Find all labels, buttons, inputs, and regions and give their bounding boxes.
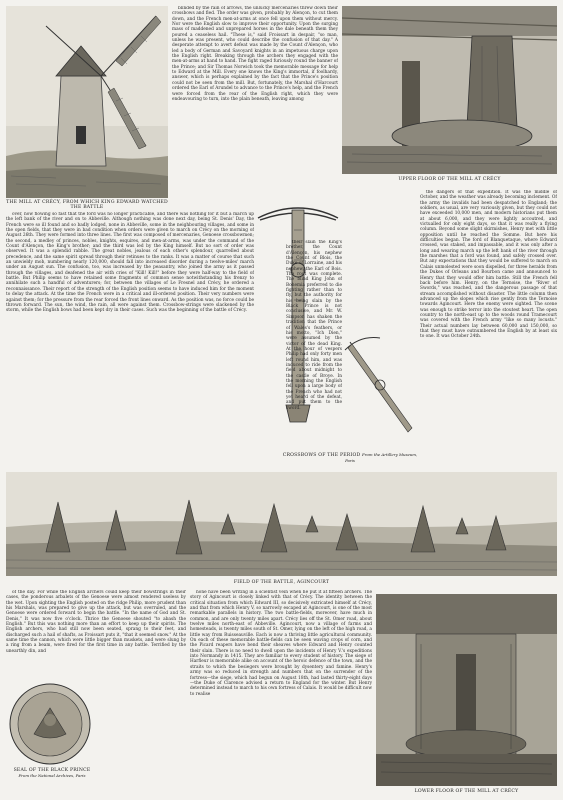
mill-exterior-engraving xyxy=(6,6,168,198)
lower-floor-caption: LOWER FLOOR OF THE MILL AT CRÉCY xyxy=(414,789,519,794)
paragraph: none have been writing in a scientist vein when he put it at fifteen archers. The story of Agincourt is closely linked with that of Crécy. The identity between the critical situation from which Edward III, so decisively extricated himself at Crécy, and that from which Henry V, so narrowly escaped at Agincourt, is one of the most remarkable parallels in history. The two battle-fields, moreover, have much in common, and are only twenty miles apart. Crécy lies off the St. Omer road, about twelve miles north-east of Abbeville. Agincourt, now a village of farms and homesteads, is twenty miles south of St. Omer, lying on the left of the high road, a little way from Ruisseauville. Each is now a thriving little agricultural community. On each of these memorable battle-fields can be seen waving crops of corn, and the Picard reapers have bend their sheaves where Edward and Henry counted their slain. There is no need to dwell upon the incidents of Henry V.'s expeditions into Normandy in 1415. They are familiar to every student of history. The siege of Harfleur is memorable alike on account of the heroic defence of the town, and the straits to which the besiegers were brought by dysentery and famine. Henry's army was so reduced in strength and numbers that on the surrender of the fortress—the siege, which had begun on August 18th, had lasted thirty-eight days—the Duke of Clarence advised a return to England for the winter. But Henry determined instead to march to his own fortress of Calais. It would be difficult now to realise xyxy=(190,590,372,697)
upper-floor-engraving xyxy=(342,6,557,174)
crossbow-caption-title: CROSSBOWS OF THE PERIOD xyxy=(282,453,361,458)
battlefield-caption: FIELD OF THE BATTLE, AGINCOURT xyxy=(233,580,330,585)
seal-caption-title: SEAL OF THE BLACK PRINCE xyxy=(13,768,91,773)
article-column-right xyxy=(420,190,557,460)
seal-caption xyxy=(4,768,100,779)
crossbow-engraving-diagonal xyxy=(340,330,420,440)
crossbow-caption xyxy=(280,452,420,465)
paragraph: their slain the King's brother, the Count d'Alençon, his nephew the Count of Blois, the Duke of Lorraine, and his nephew, the Earl of Bois. The rout was complete. The blind King John of Bohemia preferred to die fighting rather than to fly, but the authority for his being slain by the Black Prince is not conclusive, and Mr. W. Simpson has shaken the tradition that the Prince of Wales's feathers, or his motto, "Ich Dien," were assumed by the victor of the dead King. At the hour of vespers Philip had only forty men left round him, and was induced to ride from the field about midnight to the castle of Broye. In the morning the English fell upon a large body of the French who had not yet heard of the defeat, and put them to the sword. xyxy=(286,240,342,411)
paragraph: of the day. For while the English archers could keep their bowstrings in their cases, the ponderous arbalets of the Genoese were almost rendered useless by the wet. Upon sighting the English posted on the ridge Philip, more prudent than his Marshals, was prepared to give up the attack, but was overruled, and the Genoese were ordered forward to begin the battle. "In the name of God and St. Denis," It was now five o'clock. Thrice the Genoese shouted "to abash the English." But this was nothing more than an effort to keep up their spirits. The English archers, who had still now been seated, sprang to their feet, and discharged such a hail of shafts, as Froissart puts it, "that it seemed snow." At the same time the cannon, which were little bigger than muskets, and were slung by a ring from a beam, were fired for the first time in any battle. Terrified by the unearthly din, and xyxy=(6,590,186,654)
paragraph: the dangers of that expedition. It was the middle of October, and the weather was already becoming inclement. Of the army the invalids had been despatched to England; the soldiers, as usual, are very variously given, but they could not have exceeded 10,000 men, and modern historians put them at about 6,000, and they were lightly accoutred, and victualled for only eight days, so that it was really a flying column. Beyond some slight skirmishes, Henry met with little opposition until he reached the Somme. But here his difficulties began. The ford of Blanquetaque, where Edward crossed, was staked, and impassable, and it was only after a long and wearing march up the left bank of the river through the marshes that a ford was found, and safely crossed over. But any expectations that they would be suffered to march on Calais unmolested were soon dispelled, for three heralds from the Dukes of Orleans and Bourbon came and announced to Henry that they would offer him battle. Still the French fell back before him. Henry, on the Ternoise, the "River of Swords," was reached, and the dangerous passage of that stream accomplished without disaster. The little column then advanced up the slopes which rise gently from the Ternoise towards Agincourt. Here the enemy were sighted. The scene was enough to strike terror into the stoutest heart. The open country to the north-east up to the woods round Tramecourt was covered with the French army "like so many locusts." Their actual numbers lay between 60,000 and 150,000, so that they must have outnumbered the English by at least six to one. It was October 24th. xyxy=(420,190,557,340)
battlefield-engraving xyxy=(6,472,557,576)
black-prince-seal xyxy=(8,682,92,766)
article-column-middle xyxy=(286,240,342,440)
article-column-top-middle xyxy=(172,6,338,202)
crossbow-caption-source: From the Artillery Museum, Paris xyxy=(345,452,418,464)
paragraph: blinded by the rain of arrows, the unlucky mercenaries threw down their crossbows and fled. The order was given, probably by Alençon, to cut them down, and the French men-at-arms at once fell upon them without mercy. Nor were the English slow to improve their opportunity. Upon the surging mass of maddened and unprepared horses in the dale beneath them they poured a ceaseless hail. "These is," said Froissart in despair, "so man, unless he was present, who could describe the confusion of that day." A desperate attempt to avert defeat was made by the Count d'Alençon, who led a body of German and Savoyard knights in an impetuous charge upon the English right. Breaking through the archers they engaged with the men-at-arms at hand to hand. The fight raged furiously round the banner of the Prince; and Sir Thomas Norwich took the memorable message for help to Edward at the Mill. Every one knows the King's immortal, if foolhardy, answer, which is perhaps explained by the fact that the Prince's position could not be seen from the mill. But, fortunately, the Marshal d'Harcourt ordered the Earl of Arundel to advance to the Prince's help, and the French were forced from the rear of the English right, which they were endeavouring to turn, into the plain beneath, leaving among xyxy=(172,6,338,102)
upper-floor-caption: UPPER FLOOR OF THE MILL AT CRÉCY xyxy=(398,177,501,182)
article-column-bottom-left xyxy=(6,590,186,682)
mill-exterior-caption: THE MILL AT CRÉCY, FROM WHICH KING EDWARD WATCHED THE BATTLE xyxy=(6,200,168,211)
article-column-left xyxy=(6,212,254,462)
seal-caption-source: From the National Archives, Paris xyxy=(18,773,86,779)
paragraph: over, now flowing so fast that the ford was no longer practicable, and there was nothing for it but a march up the left bank of the river and on to Abbeville. Although nothing was done next day, being St. Denis' Day, the French were so ill found and so badly lodged, none in Abbeville, some in the neighbouring villages, and some in the open fields, that they were in bad condition when orders were given to march on Crécy on the morning of August 26th. They were formed into three lines. The first was composed of mercenaries, Genoese crossbowmen; the second, a medley of princes, nobles, knights, esquires, and men-at-arms, was under the command of the Count d'Alençon, the King's brother; and the third was led by the King himself. But no sort of order was observed. It was a splendid rabble. The great nobles, jealous of each other's splendour, quarrelled about precedence, and the same spirit spread through their retinues to the ranks. It was a matter of course that such an unwieldy mob, numbering nearly 120,000, should fall into increased disorder during a twelve-miles' march under an August sun. The confusion, too, was increased by the peasantry, who joined the army as it passed through the villages, and deafened the air with cries of "Kill! Kill!" before they were half-way to the field of battle. But Philip seems to have retained some fragments of common sense notwithstanding his frenzy to annihilate such a handful of adventurers; for, between the villages of Le Fresnel and Crécy, he ordered a reconnaissance. Their report of the strength of the English position seems to have induced him for the moment to delay the attack. At the time the French were in a critical and ill-ordered position. Their very numbers were against them; for the pressure from the rear forced the front lines onward. As the position was, no force could be thrown forward. The sun, the wind, the rain, all were against them. Crossbow-strings were slackened by the storm, while the English bows had been kept dry in their cases. Such was the beginning of the battle of Crécy. xyxy=(6,212,254,314)
article-column-bottom-middle xyxy=(190,590,372,796)
lower-floor-engraving xyxy=(376,594,557,786)
